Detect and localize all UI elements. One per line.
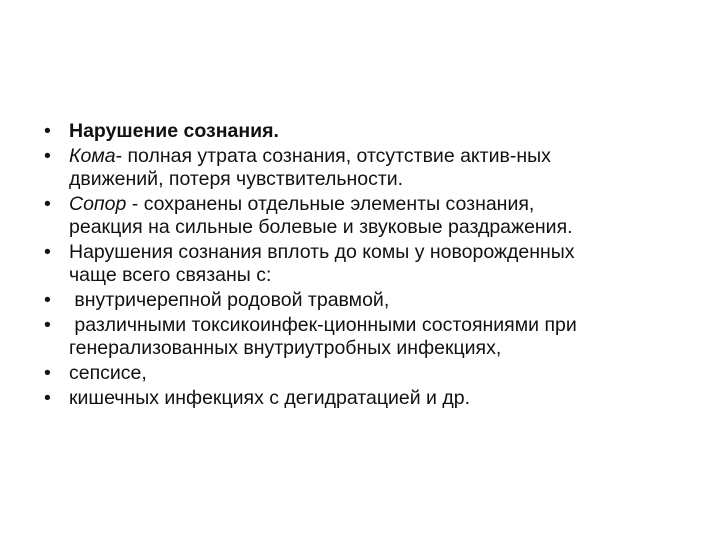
item-line: [69, 193, 694, 216]
item-line: [69, 145, 694, 168]
bullet-dot: •: [44, 145, 51, 167]
bullet-dot: •: [44, 289, 51, 311]
item-line: Нарушения сознания вплоть до комы у новорожденных: [69, 241, 575, 263]
bullet-dot: •: [44, 314, 51, 336]
item-line: внутричерепной родовой травмой,: [69, 289, 390, 311]
heading-text: Нарушение сознания.: [69, 120, 279, 142]
bullet-dot: •: [44, 193, 51, 215]
item-line-continued: реакция на сильные болевые и звуковые раздражения.: [69, 216, 573, 238]
list-item: [44, 241, 694, 287]
term-text: Сопор: [69, 193, 127, 215]
list-item: [44, 145, 694, 191]
list-item: [44, 362, 694, 385]
list-item: [44, 387, 694, 410]
bullet-dot: •: [44, 241, 51, 263]
item-line: сепсисе,: [69, 362, 147, 384]
bullet-dot: •: [44, 120, 51, 142]
definition-text: - полная утрата сознания, отсутствие актив-ных: [115, 145, 551, 167]
list-item: [44, 289, 694, 312]
item-line: кишечных инфекциях с дегидратацией и др.: [69, 387, 471, 409]
bullet-list: [44, 120, 694, 412]
list-item: [44, 314, 694, 360]
bullet-dot: •: [44, 362, 51, 384]
item-line: различными токсикоинфек-ционными состояниями при: [69, 314, 577, 336]
list-item: [44, 120, 694, 143]
bullet-dot: •: [44, 387, 51, 409]
list-item: [44, 193, 694, 239]
definition-text: - сохранены отдельные элементы сознания,: [126, 193, 535, 215]
term-text: Кома: [69, 145, 116, 167]
item-line-continued: генерализованных внутриутробных инфекциях,: [69, 337, 502, 359]
item-line-continued: чаще всего связаны с:: [69, 264, 272, 286]
item-line-continued: движений, потеря чувствительности.: [69, 168, 404, 190]
